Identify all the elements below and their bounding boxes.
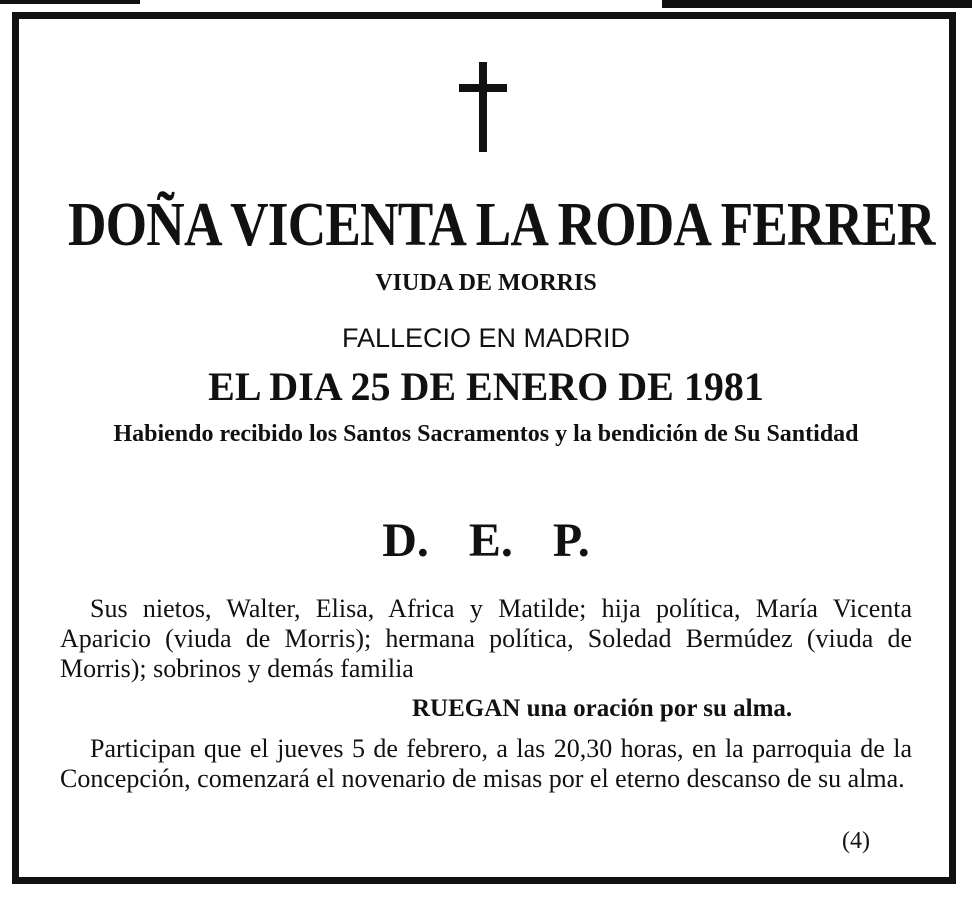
top-rule-left <box>0 0 140 4</box>
date-of-death: EL DIA 25 DE ENERO DE 1981 <box>208 364 764 409</box>
mass-paragraph: Participan que el jueves 5 de febrero, a las 20,30 horas, en la parroquia de la Concepción, comenzará el novenario de misas por el eterno descanso de su alma. <box>60 734 912 793</box>
cross-icon <box>457 62 509 152</box>
place-of-death: FALLECIO EN MADRID <box>341 323 631 353</box>
reference-number: (4) <box>842 828 870 854</box>
family-paragraph: Sus nietos, Walter, Elisa, Africa y Matilde; hija política, María Vicenta Aparicio (viuda de Morris); hermana política, Soledad Bermúdez (viuda de Morris); sobrinos y demás familia <box>60 594 912 683</box>
prayer-request: RUEGAN una oración por su alma. <box>412 695 793 722</box>
widow-of: VIUDA DE MORRIS <box>375 270 597 296</box>
top-rule-right <box>662 0 972 8</box>
sacraments-line: Habiendo recibido los Santos Sacramentos y la bendición de Su Santidad <box>113 421 859 447</box>
rip-line: D. E. P. <box>382 514 590 567</box>
deceased-name: DOÑA VICENTA LA RODA FERRER <box>68 191 935 259</box>
